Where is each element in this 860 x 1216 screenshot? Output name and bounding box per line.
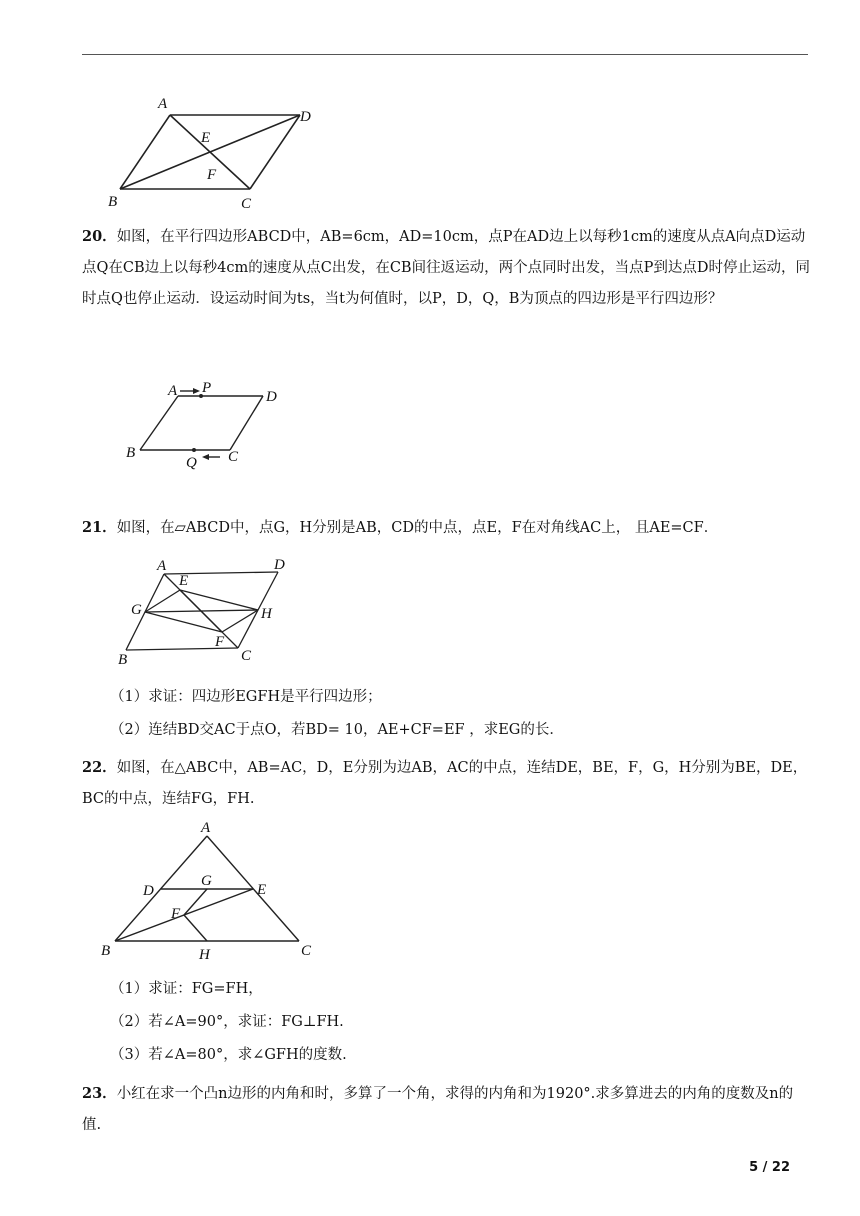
figure-q21-svg (110, 552, 295, 670)
label-P: P (202, 380, 212, 396)
question-22-part-1: （1）求证：FG=FH， (110, 981, 263, 997)
question-22-part-2: （2）若∠A=90°，求证：FG⊥FH. (110, 1014, 344, 1030)
header-rule (82, 54, 808, 55)
question-20-text: 如图，在平行四边形ABCD中，AB=6cm，AD=10cm，点P在AD边上以每秒1cm的速度从点A向点D运动点Q在CB边上以每秒4cm的速度从点C出发，在CB间往返运动，两个点同时出发，当点P到达点D时停止运动，同时点Q也停止运动．设运动时间为ts，当t为何值时，以P，D，Q，B为顶点的四边形是平行四边形？ (82, 229, 810, 307)
question-21-part-2: （2）连结BD交AC于点O，若BD= 10，AE+CF=EF ，求EG的长． (110, 722, 564, 738)
label-F: F (207, 167, 217, 183)
figure-q20-svg (120, 376, 300, 471)
label-D: D (300, 109, 311, 125)
label-C: C (228, 449, 239, 465)
label-B: B (118, 652, 128, 668)
label-F: F (215, 634, 225, 650)
question-21-text: 如图，在▱ABCD中，点G，H分别是AB，CD的中点，点E，F在对角线AC上， 且AE=CF． (116, 520, 719, 536)
label-G: G (201, 873, 212, 889)
label-F: F (171, 906, 181, 922)
figure-q22-svg (95, 818, 325, 968)
label-G: G (131, 602, 142, 618)
question-22-number: 22． (82, 759, 117, 776)
question-22-text: 如图，在△ABC中，AB=AC，D，E分别为边AB，AC的中点，连结DE，BE，F，G，H分别为BE，DE，BC的中点，连结FG，FH. (82, 760, 808, 807)
label-B: B (108, 194, 118, 210)
figure-q21 (110, 552, 295, 670)
label-B: B (126, 445, 136, 461)
question-22-part-3: （3）若∠A=80°，求∠GFH的度数. (110, 1047, 347, 1063)
question-20-number: 20． (82, 228, 117, 245)
label-D: D (143, 883, 154, 899)
figure-q19-svg (100, 92, 330, 217)
label-E: E (179, 573, 189, 589)
label-E: E (257, 882, 267, 898)
question-23 (82, 1078, 812, 1141)
figure-q22 (95, 818, 325, 968)
question-23-number: 23． (82, 1085, 117, 1102)
label-B: B (101, 943, 111, 959)
question-22 (82, 752, 812, 815)
label-H: H (199, 947, 210, 963)
figure-q19 (100, 92, 330, 217)
label-A: A (201, 820, 211, 836)
question-21-number: 21． (82, 519, 117, 536)
label-A: A (168, 383, 178, 399)
label-A: A (157, 558, 167, 574)
label-H: H (261, 606, 272, 622)
label-Q: Q (186, 455, 197, 471)
label-D: D (274, 557, 285, 573)
label-C: C (241, 196, 252, 212)
page-number: 5 / 22 (749, 1160, 790, 1175)
question-20 (82, 221, 812, 315)
question-21 (82, 512, 812, 544)
label-C: C (301, 943, 312, 959)
figure-q20 (120, 376, 300, 471)
label-E: E (201, 130, 211, 146)
label-D: D (266, 389, 277, 405)
question-23-text: 小红在求一个凸n边形的内角和时，多算了一个角，求得的内角和为1920°.求多算进去的内角的度数及n的值. (82, 1086, 794, 1133)
question-21-part-1: （1）求证：四边形EGFH是平行四边形； (110, 689, 382, 705)
label-A: A (158, 96, 168, 112)
label-C: C (241, 648, 252, 664)
